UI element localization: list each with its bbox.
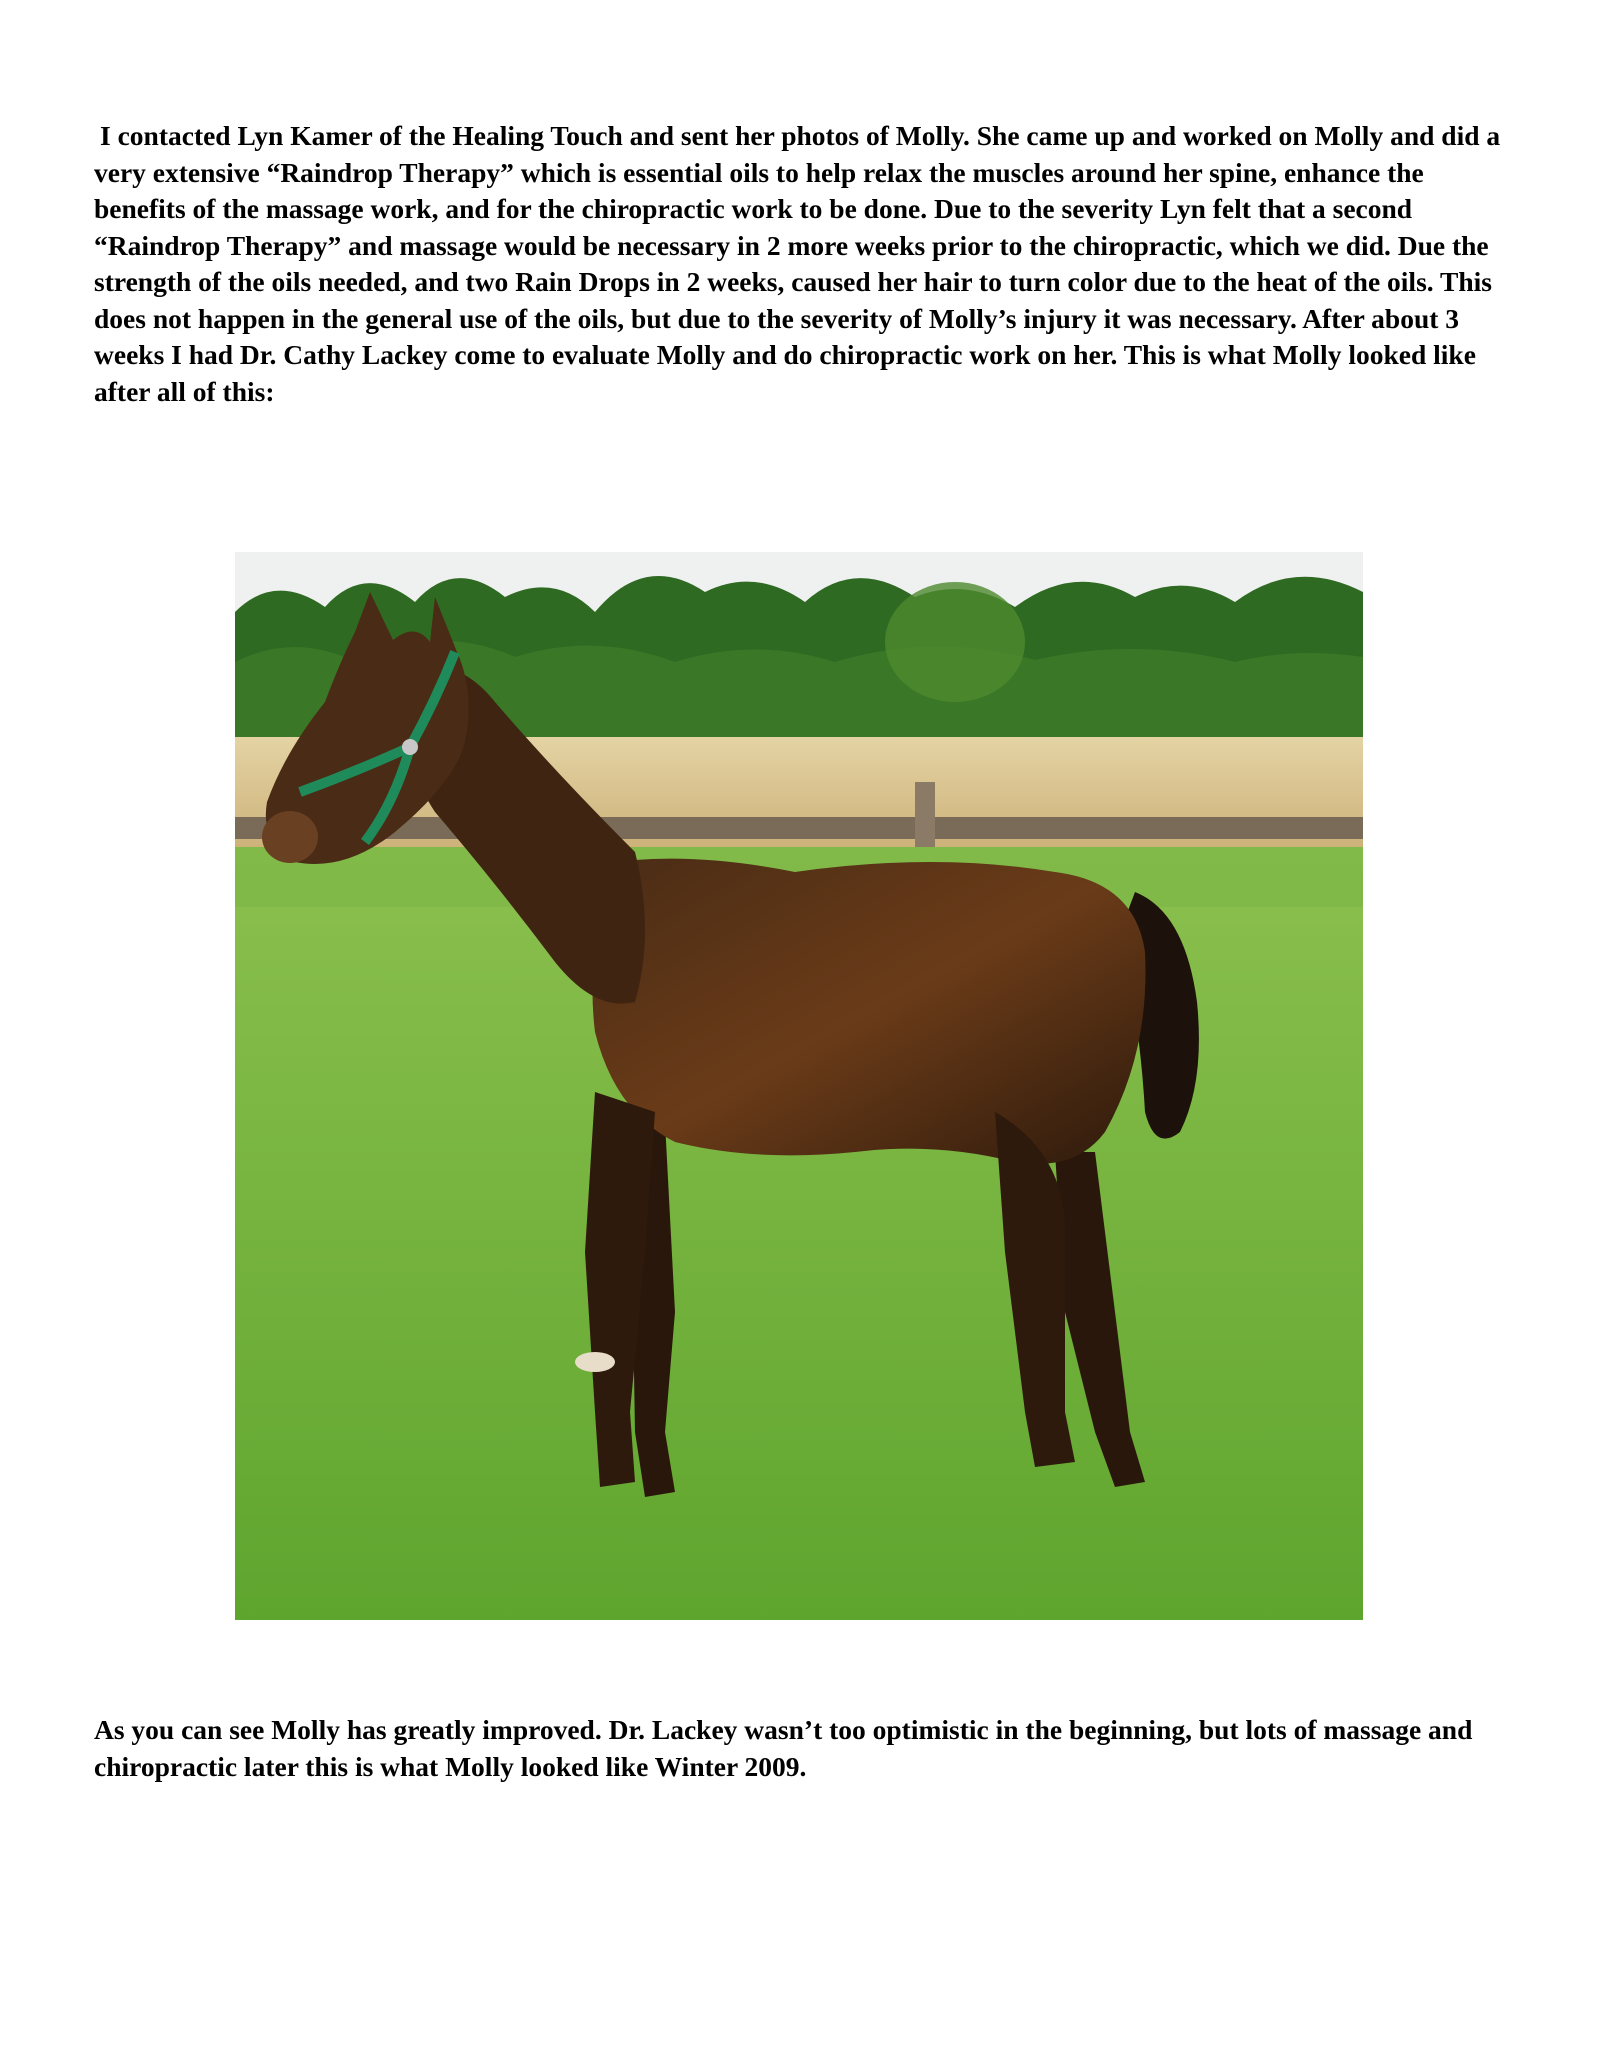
horse-body: [593, 859, 1146, 1164]
horse-photo-illustration: [235, 552, 1363, 1620]
horse-photo: [235, 552, 1363, 1620]
intro-paragraph: I contacted Lyn Kamer of the Healing Touch and sent her photos of Molly. She came up and worked on Molly and did a very extensive “Raindrop Therapy” which is essential oils to help relax the muscles around her spine, enhance the benefits of the massage work, and for the chiropractic work to be done. Due to the severity Lyn felt that a second “Raindrop Therapy” and massage would be necessary in 2 more weeks prior to the chiropractic, which we did. Due the strength of the oils needed, and two Rain Drops in 2 weeks, caused her hair to turn color due to the heat of the oils. This does not happen in the general use of the oils, but due to the severity of Molly’s injury it was necessary. After about 3 weeks I had Dr. Cathy Lackey come to evaluate Molly and do chiropractic work on her. This is what Molly looked like after all of this:: [94, 120, 1501, 407]
closing-paragraph: As you can see Molly has greatly improved. Dr. Lackey wasn’t too optimistic in the beginning, but lots of massage and chiropractic later this is what Molly looked like Winter 2009.: [94, 1714, 1473, 1782]
